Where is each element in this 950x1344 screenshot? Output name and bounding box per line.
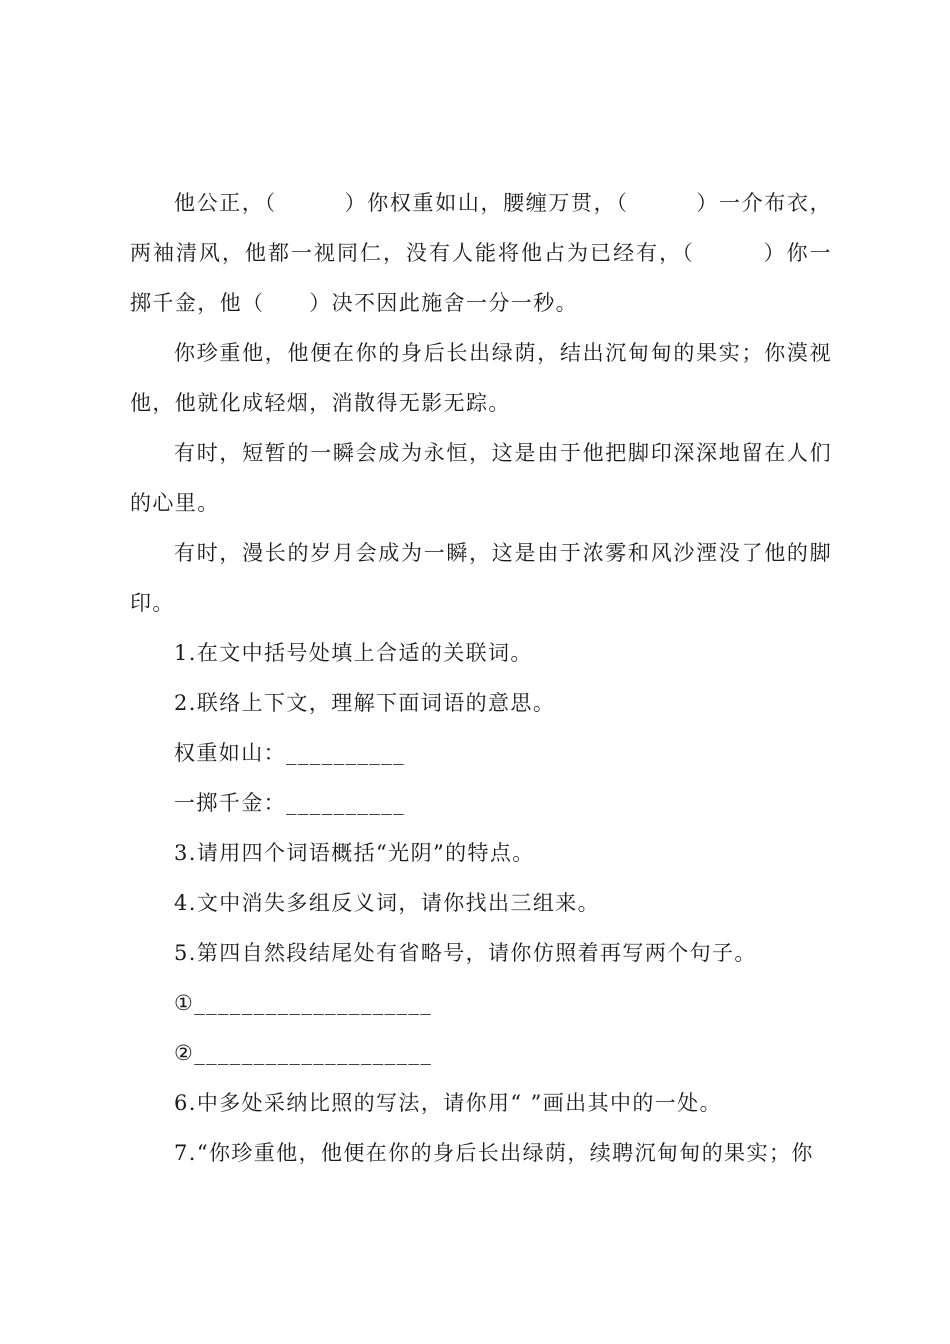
question-5-blank-1: ①____________________ <box>174 991 433 1015</box>
document-page <box>130 178 832 1178</box>
question-5: 5.第四自然段结尾处有省略号，请你仿照着再写两个句子。 <box>174 941 757 965</box>
passage-paragraph-3: 有时，短暂的一瞬会成为永恒，这是由于他把脚印深深地留在人们的心里。 <box>130 441 832 515</box>
question-2-blank-a: 权重如山：__________ <box>174 741 405 765</box>
question-2-blank-b: 一掷千金：__________ <box>174 791 405 815</box>
question-3: 3.请用四个词语概括“光阴”的特点。 <box>174 841 535 865</box>
passage-paragraph-4: 有时，漫长的岁月会成为一瞬，这是由于浓雾和风沙湮没了他的脚印。 <box>130 541 832 615</box>
passage-paragraph-1: 他公正，（ ）你权重如山，腰缠万贯，（ ）一介布衣，两袖清风，他都一视同仁，没有人能将他占为已经有，（ ）你一掷千金，他（ ）决不因此施舍一分一秒。 <box>130 191 832 315</box>
question-1: 1.在文中括号处填上合适的关联词。 <box>174 641 533 665</box>
question-7: 7.“你珍重他，他便在你的身后长出绿荫，续聘沉甸甸的果实；你 <box>174 1141 814 1165</box>
question-5-blank-2: ②____________________ <box>174 1041 433 1065</box>
passage-paragraph-2: 你珍重他，他便在你的身后长出绿荫，结出沉甸甸的果实；你漠视他，他就化成轻烟，消散得无影无踪。 <box>130 341 832 415</box>
question-6: 6.中多处采纳比照的写法，请你用“ ”画出其中的一处。 <box>174 1091 722 1115</box>
question-2: 2.联络上下文，理解下面词语的意思。 <box>174 691 556 715</box>
question-4: 4.文中消失多组反义词，请你找出三组来。 <box>174 891 601 915</box>
